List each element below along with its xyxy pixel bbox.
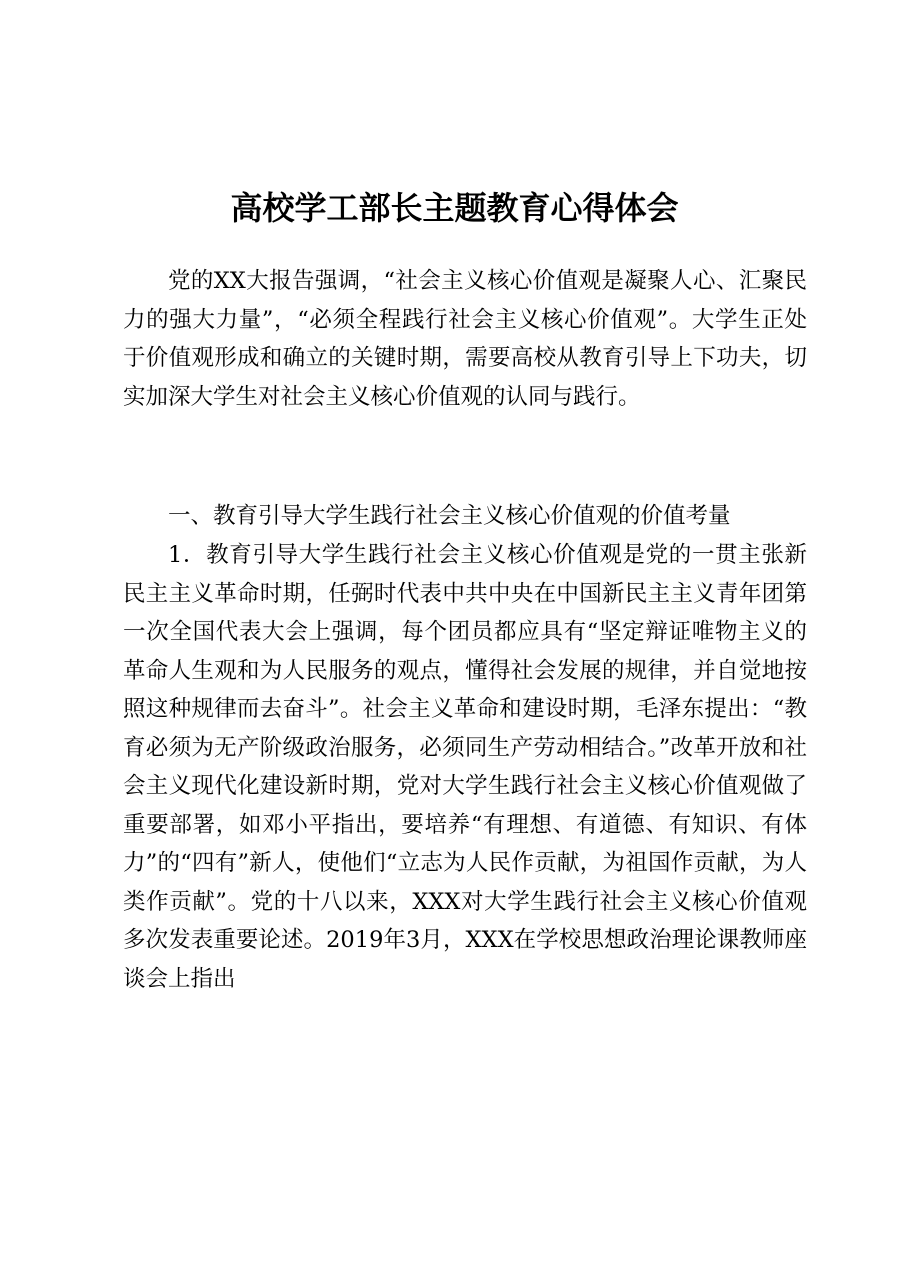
- section-heading-block: [123, 497, 807, 536]
- body-paragraph: 1．教育引导大学生践行社会主义核心价值观是党的一贯主张新民主主义革命时期，任弼时代表中共中央在中国新民主主义青年团第一次全国代表大会上强调，每个团员都应具有“坚定辩证唯物主义的革命人生观和为人民服务的观点，懂得社会发展的规律，并自觉地按照这种规律而去奋斗”。社会主义革命和建设时期，毛泽东提出：“教育必须为无产阶级政治服务，必须同生产劳动相结合。”改革开放和社会主义现代化建设新时期，党对大学生践行社会主义核心价值观做了重要部署，如邓小平指出，要培养“有理想、有道德、有知识、有体力”的“四有”新人，使他们“立志为人民作贡献，为祖国作贡献，为人类作贡献”。党的十八以来，XXX对大学生践行社会主义核心价值观多次发表重要论述。2019年3月，XXX在学校思想政治理论课教师座谈会上指出: [123, 542, 807, 992]
- document-body: [123, 262, 807, 416]
- section-heading: 一、教育引导大学生践行社会主义核心价值观的价值考量: [168, 503, 731, 529]
- document-title: 高校学工部长主题教育心得体会: [230, 189, 679, 227]
- intro-paragraph: 党的XX大报告强调，“社会主义核心价值观是凝聚人心、汇聚民力的强大力量”，“必须全程践行社会主义核心价值观”。大学生正处于价值观形成和确立的关键时期，需要高校从教育引导上下功夫，切实加深大学生对社会主义核心价值观的认同与践行。: [123, 268, 807, 410]
- body-paragraph-block: [123, 536, 807, 998]
